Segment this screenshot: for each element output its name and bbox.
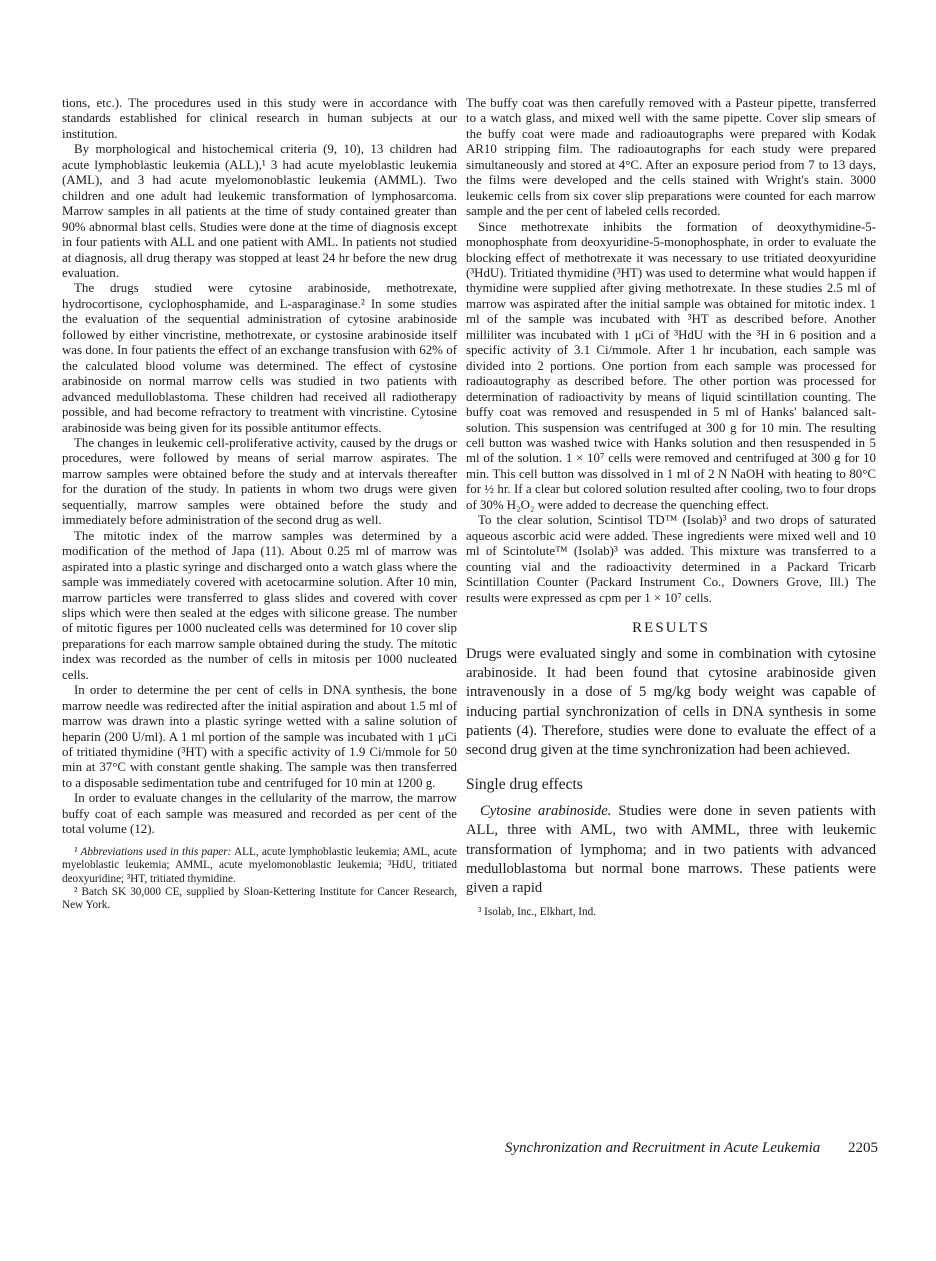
paragraph: In order to determine the per cent of cells in DNA synthesis, the bone marrow needle was redirected after the initial aspiration and about 1.5 ml of marrow was drawn into a plastic syringe wetted with a saline solution of heparin (200 U/ml). A 1 ml portion of the sample was incubated with 1 μCi of tritiated thymidine (³HT) with a specific activity of 1.9 Ci/mmole for 50 min at 37°C with constant gentle shaking. The sample was then transferred to a disposable sedimentation tube and centrifuged for 10 min at 1200 g.	[62, 683, 457, 790]
cytosine-lead: Cytosine arabinoside.	[480, 803, 612, 820]
paragraph: tions, etc.). The procedures used in this study were in accordance with standards established for clinical research in human subjects at our institution.	[62, 96, 457, 141]
paragraph: By morphological and histochemical criteria (9, 10), 13 children had acute lymphoblastic leukemia (ALL),¹ 3 had acute myeloblastic leukemia (AML), and 3 had acute myelomonoblastic leukemia (AMML). Two children and one adult had leukemic transformation of lymphosarcoma. Marrow samples in all patients at the time of study contained greater than 90% abnormal blast cells. Studies were done at the time of diagnosis except in four patients with ALL and one patient with AML. In patients not studied at diagnosis, all drug therapy was stopped at least 24 hr before the new drug evaluation.	[62, 142, 457, 280]
cytosine-paragraph	[466, 802, 876, 898]
single-drug-effects-heading: Single drug effects	[466, 776, 583, 794]
footnote-label: ¹ Abbreviations used in this paper:	[74, 845, 232, 858]
paragraph: The buffy coat was then carefully removed with a Pasteur pipette, transferred to a watch glass, and mixed well with the same pipette. Cover slip smears of the buffy coat were made and radioautographs were prepared with Kodak AR10 stripping film. The radioautographs for each study were prepared simultaneously and stored at 4°C. After an exposure period from 7 to 13 days, the films were developed and the cells stained with Wright's stain. 3000 leukemic cells from six cover slip preparations were counted for each marrow sample and the per cent of labeled cells recorded.	[466, 96, 876, 219]
footnote-1	[62, 846, 457, 886]
left-column	[62, 96, 457, 913]
footnote-text: ALL, acute lymphoblastic leukemia; AML, acute myeloblastic leukemia; AMML, acute myelomonoblastic leukemia; ³HdU, tritiated deoxyuridine; ³HT, tritiated thymidine.	[62, 845, 457, 885]
paragraph: To the clear solution, Scintisol TD™ (Isolab)³ and two drops of saturated aqueous ascorbic acid were added. These ingredients were mixed well and 10 ml of Scintolute™ (Isolab)³ was added. This mixture was transferred to a counting vial and the radioactivity determined in a Packard Tricarb Scintillation Counter (Packard Instrument Co., Downers Grove, Ill.) The results were expressed as cpm per 1 × 10⁷ cells.	[466, 513, 876, 605]
paragraph: Since methotrexate inhibits the formation of deoxythymidine-5-monophosphate from deoxyuridine-5-monophosphate, in order to evaluate the blocking effect of methotrexate it was necessary to use tritiated deoxyuridine (³HdU). Tritiated thymidine (³HT) was used to determine what would happen if thymidine were supplied after giving methotrexate. In these studies 2.5 ml of marrow was aspirated after the initial sample was obtained for mitotic index. 1 ml of the sample was incubated with ³HT as described before. Another milliliter was incubated with 1 μCi of ³HdU with the ³H in 6 position and a specific activity of 3.1 Ci/mmole. After 1 hr incubation, each sample was divided into 2 portions. One portion from each sample was processed for radioautography as described before. The other portion was processed for determination of radioactivity by means of liquid scintillation counting. The buffy coat was removed and resuspended in 5 ml of Hanks' balanced salt-solution. This suspension was centrifuged at 300 g for 10 min. The resulting cell button was washed twice with Hanks solution and then resuspended in 5 ml of the solution. 1 × 10⁷ cells were removed and centrifuged at 300 g for 10 min. This cell button was dissolved in 1 ml of 2 N NaOH with heating to 80°C for ½ hr. If a clear but colored solution resulted after cooling, two to four drops of 30% H₂O₂ were added to decrease the quenching effect.	[466, 219, 876, 512]
footnote-text: ² Batch SK 30,000 CE, supplied by Sloan-Kettering Institute for Cancer Research, New York.	[62, 885, 457, 912]
footnote-2	[62, 886, 457, 913]
page-footer	[400, 1140, 878, 1157]
paragraph: The changes in leukemic cell-proliferative activity, caused by the drugs or procedures, were followed by means of serial marrow aspirates. The marrow samples were obtained before the study and at intervals thereafter for the duration of the study. In patients in whom two drugs were given sequentially, marrow samples were obtained before the study and immediately before administration of the second drug as well.	[62, 435, 457, 528]
results-heading: RESULTS	[632, 619, 710, 636]
running-title: Synchronization and Recruitment in Acute Leukemia	[504, 1140, 821, 1156]
paragraph: The drugs studied were cytosine arabinoside, methotrexate, hydrocortisone, cyclophosphamide, and L-asparaginase.² In some studies the evaluation of the sequential administration of cytosine arabinoside followed by either vincristine, methotrexate, or cystosine arabinoside itself was done. In four patients the effect of an exchange transfusion with 62% of the calculated blood volume was determined. The effect of cystosine arabinoside on normal marrow cells was studied in two patients with advanced medulloblastoma. These children had received all radiotherapy possible, and had become refractory to treatment with vincristine. Cytosine arabinoside was being given for its possible antitumor effects.	[62, 281, 457, 435]
paragraph: In order to evaluate changes in the cellularity of the marrow, the marrow buffy coat of each sample was measured and recorded as per cent of the total volume (12).	[62, 791, 457, 837]
page-number: 2205	[848, 1140, 878, 1156]
paragraph: The mitotic index of the marrow samples was determined by a modification of the method of Japa (11). About 0.25 ml of marrow was aspirated into a plastic syringe and discharged onto a watch glass where the sample was immediately covered with acetocarmine solution. After 10 min, marrow particles were transferred to glass slides and covered with cover slips which were then sealed at the edges with silicone grease. The number of mitotic figures per 1000 nucleated cells was determined for 10 cover slip preparations for each marrow sample obtained during the study. The mitotic index was recorded as the number of cells in mitosis per 1000 nucleated cells.	[62, 528, 457, 682]
cytosine-text: Studies were done in seven patients with ALL, three with AML, two with AMML, three with leukemic transformation of lymphoma; and in two patients with advanced medulloblastoma but normal bone marrows. These patients were given a rapid	[466, 803, 876, 896]
footnote-3: ³ Isolab, Inc., Elkhart, Ind.	[478, 906, 596, 919]
right-column	[466, 96, 876, 920]
results-paragraph: Drugs were evaluated singly and some in combination with cytosine arabinoside. It had been found that cytosine arabinoside given intravenously in a dose of 5 mg/kg body weight was capable of inducing partial synchronization of cells in DNA synthesis in some patients (4). Therefore, studies were done to evaluate the effect of a second drug given at the time synchronization had been achieved.	[466, 645, 876, 758]
